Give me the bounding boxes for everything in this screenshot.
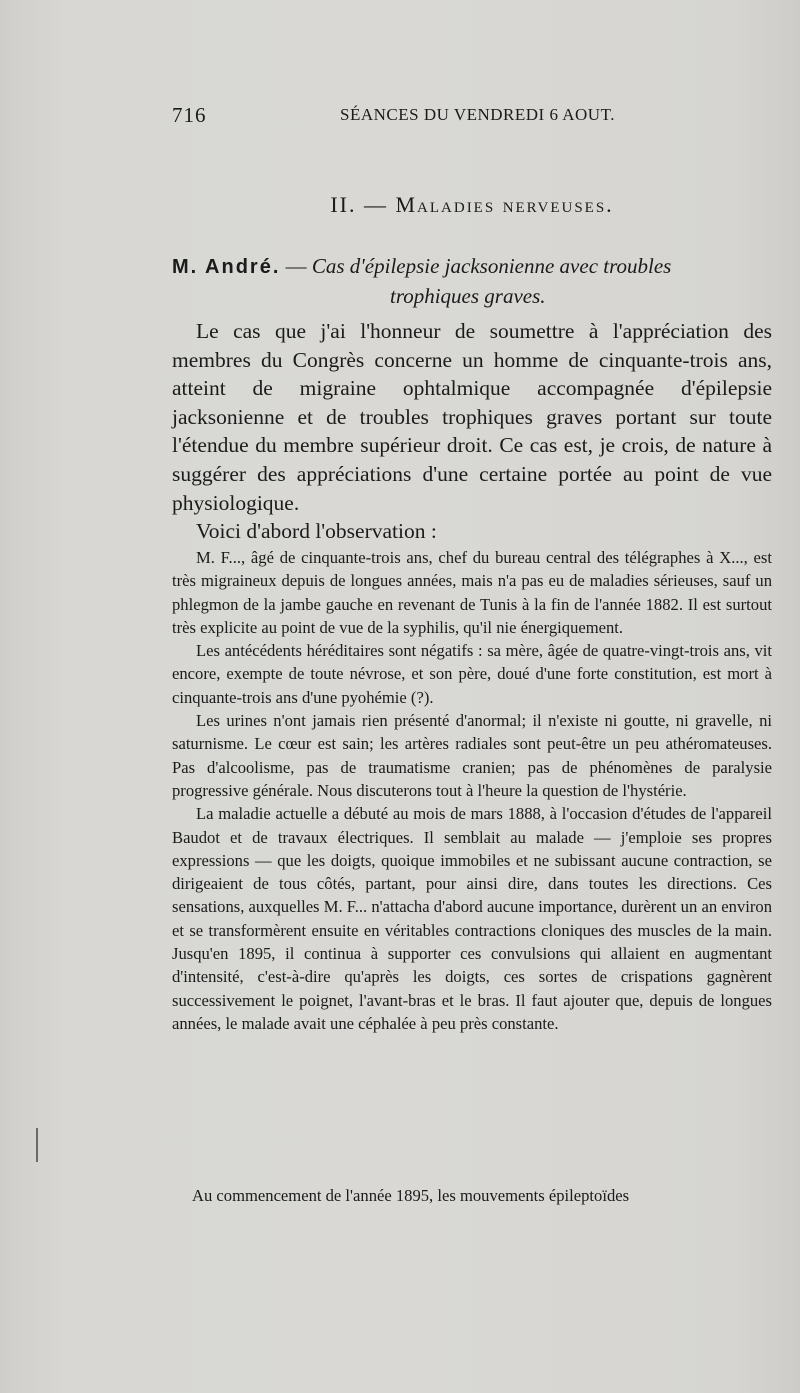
article-heading xyxy=(172,252,772,311)
section-numeral: II. xyxy=(330,192,357,217)
article-dash: — xyxy=(285,254,307,278)
observation-paragraph: Les urines n'ont jamais rien présenté d'anormal; il n'existe ni goutte, ni gravelle, ni saturnisme. Le cœur est sain; les artères radiales sont peut-être un peu athéromateuses. Pas d'alcoolisme, pas de traumatisme cranien; pas de phénomènes de paralysie progressive générale. Nous discuterons tout à l'heure la question de l'hystérie. xyxy=(172,711,772,800)
binding-mark xyxy=(36,1128,38,1162)
intro-paragraph: Le cas que j'ai l'honneur de soumettre à l'appréciation des membres du Congrès concerne un homme de cinquante-trois ans, atteint de migraine ophtalmique accompagnée d'épilepsie jacksonienne et de troubles trophiques graves portant sur toute l'étendue du membre supérieur droit. Ce cas est, je crois, de nature à suggérer des appréciations d'une certaine portée au point de vue physiologique. xyxy=(172,319,772,515)
section-heading xyxy=(172,192,772,218)
final-line: Au commencement de l'année 1895, les mouvements épileptoïdes xyxy=(192,1186,630,1205)
running-head: SÉANCES DU VENDREDI 6 AOUT. xyxy=(340,105,615,124)
observation-paragraph: Les antécédents héréditaires sont négatifs : sa mère, âgée de quatre-vingt-trois ans, vit encore, exempte de toute névrose, et son père, doué d'une forte constitution, est mort à cinquante-trois ans d'une pyohémie (?). xyxy=(172,641,772,707)
article-title-line1: Cas d'épilepsie jacksonienne avec troubles xyxy=(311,254,672,278)
observation-paragraph: M. F..., âgé de cinquante-trois ans, chef du bureau central des télégraphes à X..., est très migraineux depuis de longues années, mais n'a pas eu de maladies sérieuses, sauf un phlegmon de la jambe gauche en revenant de Tunis à la fin de l'année 1882. Il est surtout très explicite au point de vue de la syphilis, qu'il nie énergiquement. xyxy=(172,548,772,637)
observation-text xyxy=(172,546,772,1035)
introduction-text xyxy=(172,317,772,546)
continued-text xyxy=(172,1184,772,1207)
page-header xyxy=(172,103,772,133)
page-number: 716 xyxy=(172,103,207,127)
section-dash: — xyxy=(363,192,388,217)
intro-paragraph: Voici d'abord l'observation : xyxy=(196,519,437,544)
article-author: M. André. xyxy=(172,256,281,278)
observation-paragraph: La maladie actuelle a débuté au mois de mars 1888, à l'occasion d'études de l'appareil Baudot et de travaux électriques. Il semblait au malade — j'emploie ses propres expressions — que les doigts, quoique immobiles et ne subissant aucune contraction, se dirigeaient de tous côtés, partant, pour ainsi dire, dans toutes les directions. Ces sensations, auxquelles M. F... n'attacha d'abord aucune importance, durèrent un an environ et se transformèrent ensuite en véritables contractions cloniques des muscles de la main. Jusqu'en 1895, il continua à supporter ces convulsions qui allaient en augmentant d'intensité, c'est-à-dire qu'après les doigts, ces sortes de crispations gagnèrent successivement le poignet, l'avant-bras et le bras. Il faut ajouter que, depuis de longues années, le malade avait une céphalée à peu près constante. xyxy=(172,804,772,1033)
section-title: Maladies nerveuses. xyxy=(395,192,614,217)
article-title-line2: trophiques graves. xyxy=(390,284,546,308)
